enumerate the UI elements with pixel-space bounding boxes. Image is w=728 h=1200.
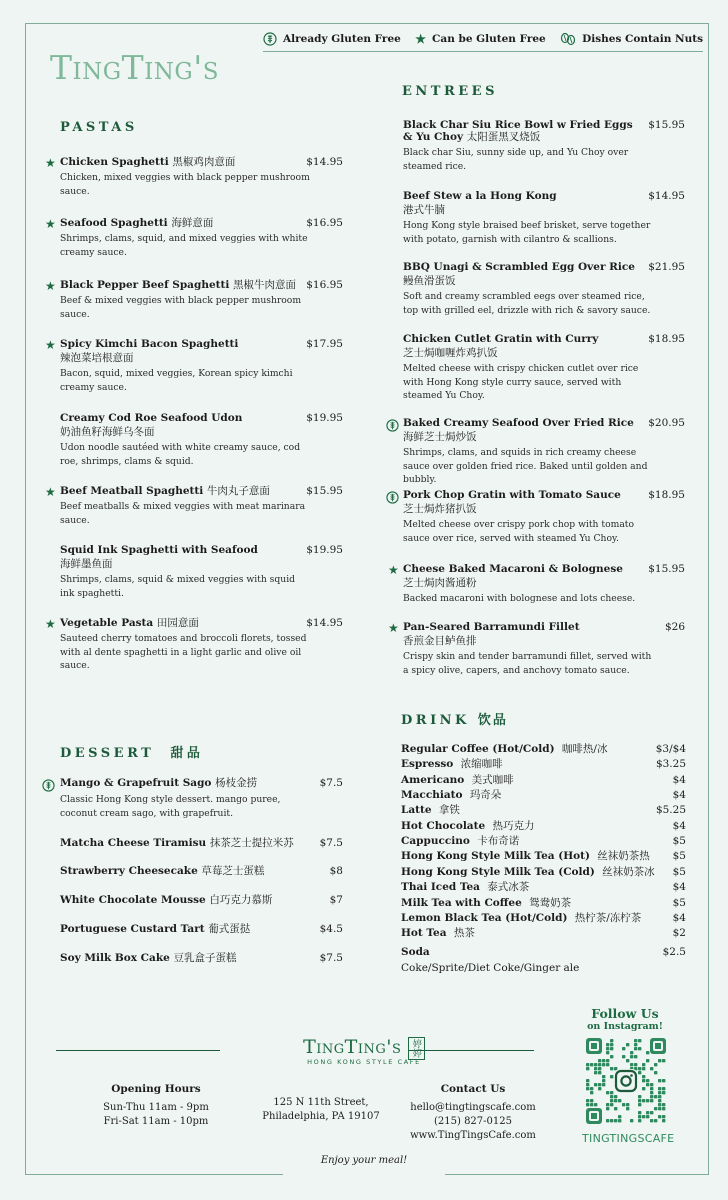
drink-row: Latte 拿铁 $5.25 (401, 804, 686, 817)
item-name-cn: 芝士焗炸猪扒饭 (403, 503, 477, 515)
item-price: $14.95 (648, 190, 685, 202)
item-name: BBQ Unagi & Scrambled Egg Over Rice (403, 261, 635, 273)
drink-row: Hong Kong Style Milk Tea (Hot) 丝袜奶茶热 $5 (401, 850, 686, 863)
drink-price: $5 (672, 850, 686, 863)
item-name: Baked Creamy Seafood Over Fried Rice (403, 417, 634, 429)
item-description: Hong Kong style braised beef brisket, serve together with potato, garnish with cilantro & scallions. (403, 220, 651, 245)
drink-row: Hot Tea 热茶 $2 (401, 927, 686, 940)
drink-price: $2 (672, 927, 686, 940)
item-price: $19.95 (306, 544, 343, 556)
item-description: Udon noodle sautéed with white creamy sauce, cod roe, shrimps, clams & squid. (60, 442, 301, 467)
item-name: White Chocolate Mousse 白巧克力慕斯 (60, 894, 273, 906)
item-name: Spicy Kimchi Bacon Spaghetti (60, 338, 239, 350)
item-price: $20.95 (648, 417, 685, 429)
item-name: Matcha Cheese Tiramisu 抹茶芝士提拉米苏 (60, 837, 294, 849)
pastas-title: PASTAS (60, 120, 138, 135)
gluten-free-icon (386, 489, 399, 502)
footer-divider-left (56, 1050, 220, 1051)
item-name-cn: 海鲜墨鱼面 (60, 558, 113, 570)
legend-gluten-free: Already Gluten Free (263, 32, 401, 46)
brand-logo: TingTing's (50, 48, 220, 87)
item-description: Backed macaroni with bolognese and lots cheese. (403, 593, 636, 604)
item-name: Pork Chop Gratin with Tomato Sauce (403, 489, 621, 501)
drink-price: $4 (672, 911, 686, 924)
legend-divider (263, 51, 703, 52)
border-gap (283, 1170, 445, 1180)
footer-logo: TingTing's 婷婷 HONG KONG STYLE CAFE (258, 1036, 470, 1066)
soda-row: Soda $2.5 (401, 946, 686, 958)
item-name: Portuguese Custard Tart 葡式蛋挞 (60, 923, 251, 935)
item-price: $15.95 (648, 563, 685, 575)
star-icon: ★ (45, 617, 56, 631)
drink-row: Espresso 浓缩咖啡 $3.25 (401, 758, 686, 771)
enjoy-meal: Enjoy your meal! (320, 1155, 408, 1166)
follow-us: Follow Us on Instagram! (587, 1006, 663, 1032)
item-name-cn: 奶油鱼籽海鲜乌冬面 (60, 426, 155, 438)
legend-nuts: Dishes Contain Nuts (560, 32, 703, 46)
item-name: Beef Stew a la Hong Kong (403, 190, 557, 202)
website-link[interactable]: www.TingTingsCafe.com (410, 1130, 536, 1141)
drink-row: Americano 美式咖啡 $4 (401, 773, 686, 786)
item-name: Soy Milk Box Cake 豆乳盒子蛋糕 (60, 952, 237, 964)
item-name-cn: 芝士焗咖喱炸鸡扒饭 (403, 347, 498, 359)
item-price: $18.95 (648, 333, 685, 345)
item-price: $8 (329, 865, 343, 877)
drink-row: Hot Chocolate 热巧克力 $4 (401, 819, 686, 832)
drink-price: $4 (672, 773, 686, 786)
drink-row: Hong Kong Style Milk Tea (Cold) 丝袜奶茶冰 $5 (401, 865, 686, 878)
item-name-cn: 辣泡菜培根意面 (60, 352, 134, 364)
item-price: $7.5 (319, 952, 343, 964)
item-name: Black Char Siu Rice Bowl w Fried Eggs (403, 119, 633, 131)
brand-seal: 婷婷 (408, 1037, 425, 1060)
drink-price: $5 (672, 835, 686, 848)
gluten-free-icon (386, 417, 399, 430)
entrees-title: ENTREES (402, 84, 498, 99)
drink-price: $4 (672, 881, 686, 894)
instagram-handle[interactable]: TINGTINGSCAFE (582, 1132, 675, 1145)
legend (263, 30, 703, 48)
drink-price: $5 (672, 865, 686, 878)
item-name: Chicken Cutlet Gratin with Curry (403, 333, 599, 345)
gluten-free-icon (263, 32, 277, 46)
item-price: $21.95 (648, 261, 685, 273)
drink-price: $5.25 (655, 804, 686, 817)
item-name: Squid Ink Spaghetti with Seafood (60, 544, 258, 556)
item-name-cn: 芝士焗肉酱通粉 (403, 577, 477, 589)
drink-price: $4 (672, 789, 686, 802)
item-name: Beef Meatball Spaghetti 牛肉丸子意面 (60, 485, 270, 497)
star-icon: ★ (45, 156, 56, 170)
item-description: Bacon, squid, mixed veggies, Korean spicy kimchi creamy sauce. (60, 368, 293, 393)
star-icon: ★ (45, 217, 56, 231)
item-price: $4.5 (319, 923, 343, 935)
drink-row: Cappuccino 卡布奇诺 $5 (401, 835, 686, 848)
item-price: $15.95 (306, 485, 343, 497)
item-description: Classic Hong Kong style dessert. mango puree, coconut cream sago, with grapefruit. (60, 794, 281, 819)
item-name: Black Pepper Beef Spaghetti 黑椒牛肉意面 (60, 279, 296, 291)
drink-price: $3/$4 (655, 743, 686, 755)
item-description: Crispy skin and tender barramundi fillet, served with a spicy olive, capers, and anchovy tomato sauce. (403, 651, 652, 676)
item-description: Shrimps, clams, squid & mixed veggies with squid ink spaghetti. (60, 574, 296, 599)
item-price: $14.95 (306, 156, 343, 168)
item-price: $7 (329, 894, 343, 906)
item-name: Creamy Cod Roe Seafood Udon (60, 412, 243, 424)
item-description: Melted cheese with crispy chicken cutlet over rice with Hong Kong style curry sauce, served with steamed Yu Choy. (403, 363, 639, 401)
phone-link[interactable]: (215) 827-0125 (434, 1116, 512, 1127)
drink-row: Thai Iced Tea 泰式冰茶 $4 (401, 881, 686, 894)
drink-row: Regular Coffee (Hot/Cold) 咖啡热/冰 $3/$4 (401, 743, 686, 755)
drink-row: Milk Tea with Coffee 鸳鸯奶茶 $5 (401, 896, 686, 909)
legend-can-be-gluten-free: ★ Can be Gluten Free (415, 32, 546, 46)
drink-price: $3.25 (655, 758, 686, 771)
soda-desc: Coke/Sprite/Diet Coke/Ginger ale (401, 962, 580, 974)
item-name-cn: 香煎金目鲈鱼排 (403, 635, 477, 647)
gluten-free-icon (42, 777, 55, 790)
item-name: Mango & Grapefruit Sago 杨枝金捞 (60, 777, 258, 789)
item-description: Melted cheese over crispy pork chop with tomato sauce over rice, served with steamed Yu Choy. (403, 519, 635, 544)
drink-price: $4 (672, 819, 686, 832)
item-name: Seafood Spaghetti 海鲜意面 (60, 217, 214, 229)
item-description: Beef & mixed veggies with black pepper mushroom sauce. (60, 295, 302, 320)
item-description: Sauteed cherry tomatoes and broccoli florets, tossed with al dente spaghetti in a light garlic and olive oil sauce. (60, 633, 307, 671)
item-name: Chicken Spaghetti 黑椒鸡肉意面 (60, 156, 236, 168)
item-name: Strawberry Cheesecake 草莓芝士蛋糕 (60, 865, 265, 877)
drink-price: $5 (672, 896, 686, 909)
opening-hours: Opening Hours Sun-Thu 11am - 9pm Fri-Sat 11am - 10pm (103, 1083, 209, 1127)
item-price: $16.95 (306, 279, 343, 291)
item-price: $7.5 (319, 777, 343, 789)
contact-us: Contact Us hello@tingtingscafe.com (215) 827-0125 www.TingTingsCafe.com (400, 1082, 546, 1143)
item-name-cn: 港式牛腩 (403, 204, 445, 216)
item-price: $16.95 (306, 217, 343, 229)
item-name: Cheese Baked Macaroni & Bolognese (403, 563, 623, 575)
star-icon: ★ (388, 563, 399, 577)
item-name: Pan-Seared Barramundi Fillet (403, 621, 580, 633)
item-name-cn: 海鲜芝士焗炒饭 (403, 431, 477, 443)
email-link[interactable]: hello@tingtingscafe.com (410, 1102, 536, 1113)
item-description: Beef meatballs & mixed veggies with meat marinara sauce. (60, 501, 306, 526)
item-price: $14.95 (306, 617, 343, 629)
star-icon: ★ (45, 485, 56, 499)
instagram-qr-code[interactable] (586, 1038, 666, 1124)
item-description: Soft and creamy scrambled eegs over steamed rice, top with grilled eel, drizzle with rich & savory sauce. (403, 291, 651, 316)
item-description: Shrimps, clams, and squids in rich creamy cheese sauce over golden fried rice. Baked until golden and bubbly. (403, 447, 648, 485)
star-icon: ★ (388, 621, 399, 635)
item-description: Black char Siu, sunny side up, and Yu Choy over steamed rice. (403, 147, 629, 172)
item-price: $17.95 (306, 338, 343, 350)
item-description: Chicken, mixed veggies with black pepper mushroom sauce. (60, 172, 310, 197)
item-name-line2: & Yu Choy 太阳蛋黑叉烧饭 (403, 131, 541, 143)
drinks-title: DRINK 饮品 (401, 713, 508, 728)
item-price: $18.95 (648, 489, 685, 501)
item-price: $15.95 (648, 119, 685, 131)
dessert-title: DESSERT 甜品 (60, 746, 204, 761)
star-icon: ★ (415, 32, 427, 46)
item-price: $7.5 (319, 837, 343, 849)
item-name: Vegetable Pasta 田园意面 (60, 617, 199, 629)
item-price: $19.95 (306, 412, 343, 424)
item-price: $26 (664, 621, 685, 633)
star-icon: ★ (45, 279, 56, 293)
drink-row: Macchiato 玛奇朵 $4 (401, 789, 686, 802)
nut-icon (560, 32, 576, 46)
item-name-cn: 鳗鱼滑蛋饭 (403, 275, 456, 287)
star-icon: ★ (45, 338, 56, 352)
item-description: Shrimps, clams, squid, and mixed veggies with white creamy sauce. (60, 233, 308, 258)
address: 125 N 11th Street, Philadelphia, PA 19107 (262, 1097, 380, 1122)
drink-row: Lemon Black Tea (Hot/Cold) 热柠茶/冻柠茶 $4 (401, 911, 686, 924)
